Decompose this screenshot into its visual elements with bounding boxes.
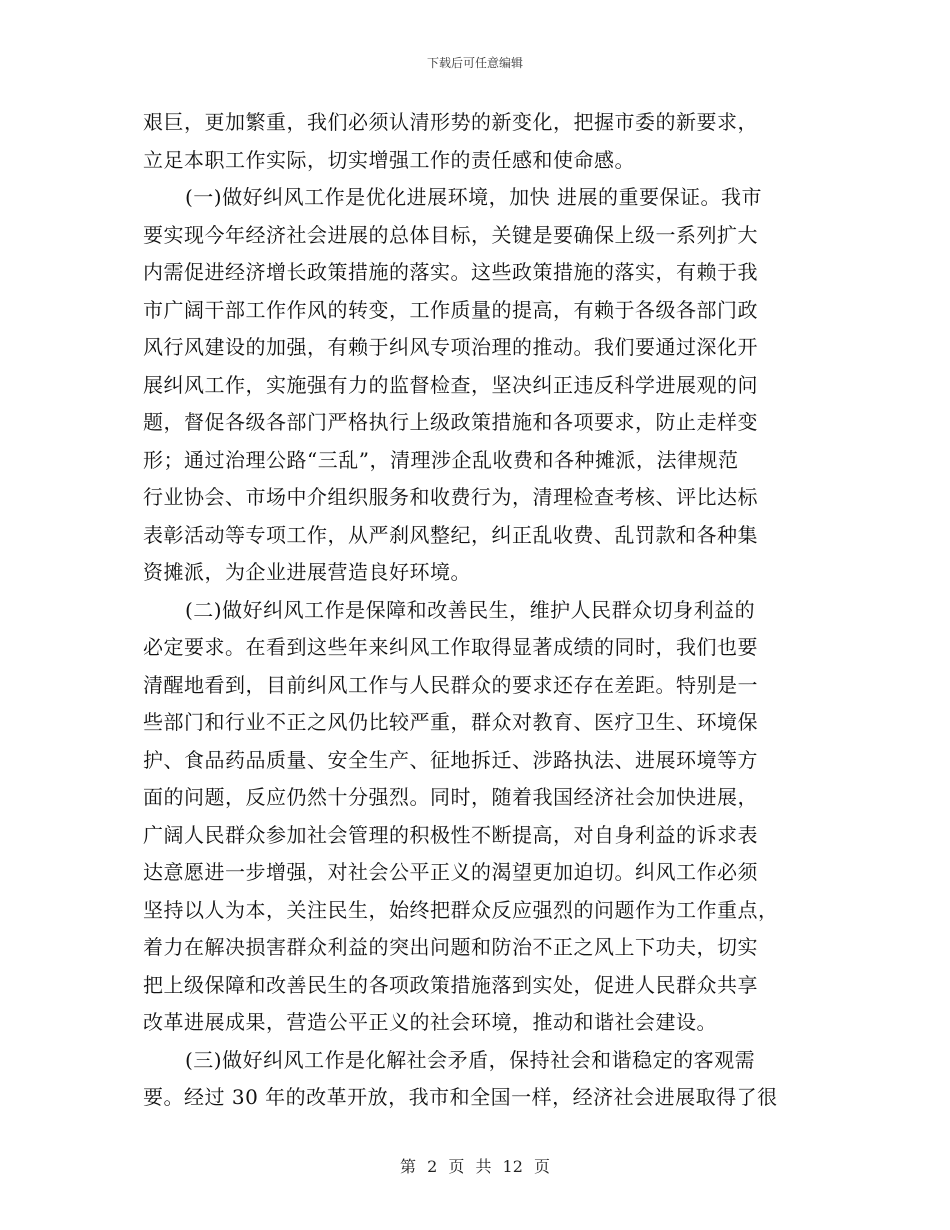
text-line: 行业协会、市场中介组织服务和收费行为，清理检查考核、评比达标 — [143, 485, 758, 509]
text-line: 题，督促各级各部门严格执行上级政策措施和各项要求，防止走样变 — [143, 410, 758, 434]
page-header-note: 下载后可任意编辑 — [426, 56, 523, 70]
text-line: 清醒地看到，目前纠风工作与人民群众的要求还存在差距。特别是一 — [143, 672, 758, 697]
text-line: 些部门和行业不正之风仍比较严重，群众对教育、医疗卫生、环境保 — [143, 710, 758, 734]
paragraph-start-line: (一)做好纠风工作是优化进展环境，加快 进展的重要保证。我市 — [185, 185, 762, 209]
text-line: 改革进展成果，营造公平正义的社会环境，推动和谐社会建设。 — [143, 1010, 717, 1034]
text-line: 立足本职工作实际，切实增强工作的责任感和使命感。 — [143, 147, 635, 172]
text-line: 着力在解决损害群众利益的突出问题和防治不正之风上下功夫，切实 — [143, 935, 758, 959]
text-line: 把上级保障和改善民生的各项政策措施落到实处，促进人民群众共享 — [143, 972, 758, 997]
text-line: 坚持以人为本，关注民生，始终把群众反应强烈的问题作为工作重点， — [143, 897, 779, 922]
text-line: 要。经过 30 年的改革开放，我市和全国一样，经济社会进展取得了很 — [143, 1085, 778, 1109]
text-line: 要实现今年经济社会进展的总体目标，关键是要确保上级一系列扩大 — [143, 222, 758, 247]
text-line: 内需促进经济增长政策措施的落实。这些政策措施的落实，有赖于我 — [143, 260, 758, 284]
text-line: 风行风建设的加强，有赖于纠风专项治理的推动。我们要通过深化开 — [143, 335, 758, 359]
paragraph-start-line: (三)做好纠风工作是化解社会矛盾，保持社会和谐稳定的客观需 — [185, 1047, 756, 1072]
text-line: 广阔人民群众参加社会管理的积极性不断提高，对自身利益的诉求表 — [143, 822, 758, 847]
text-line: 表彰活动等专项工作，从严刹风整纪，纠正乱收费、乱罚款和各种集 — [143, 522, 758, 547]
paragraph-start-line: (二)做好纠风工作是保障和改善民生，维护人民群众切身利益的 — [185, 597, 756, 622]
text-line: 护、食品药品质量、安全生产、征地拆迁、涉路执法、进展环境等方 — [143, 747, 758, 772]
text-line: 艰巨，更加繁重，我们必须认清形势的新变化，把握市委的新要求， — [143, 110, 758, 134]
text-line: 面的问题，反应仍然十分强烈。同时，随着我国经济社会加快进展， — [143, 785, 758, 809]
text-line: 必定要求。在看到这些年来纠风工作取得显著成绩的同时，我们也要 — [143, 635, 758, 659]
text-line: 形；通过治理公路“三乱”，清理涉企乱收费和各种摊派，法律规范 — [143, 447, 739, 472]
document-body — [143, 104, 813, 1117]
page-number-footer: 第 2 页 共 12 页 — [400, 1157, 550, 1176]
text-line: 市广阔干部工作作风的转变，工作质量的提高，有赖于各级各部门政 — [143, 297, 758, 322]
text-line: 达意愿进一步增强，对社会公平正义的渴望更加迫切。纠风工作必须 — [143, 860, 758, 884]
text-line: 展纠风工作，实施强有力的监督检查，坚决纠正违反科学进展观的问 — [143, 372, 758, 397]
text-line: 资摊派，为企业进展营造良好环境。 — [143, 560, 471, 584]
